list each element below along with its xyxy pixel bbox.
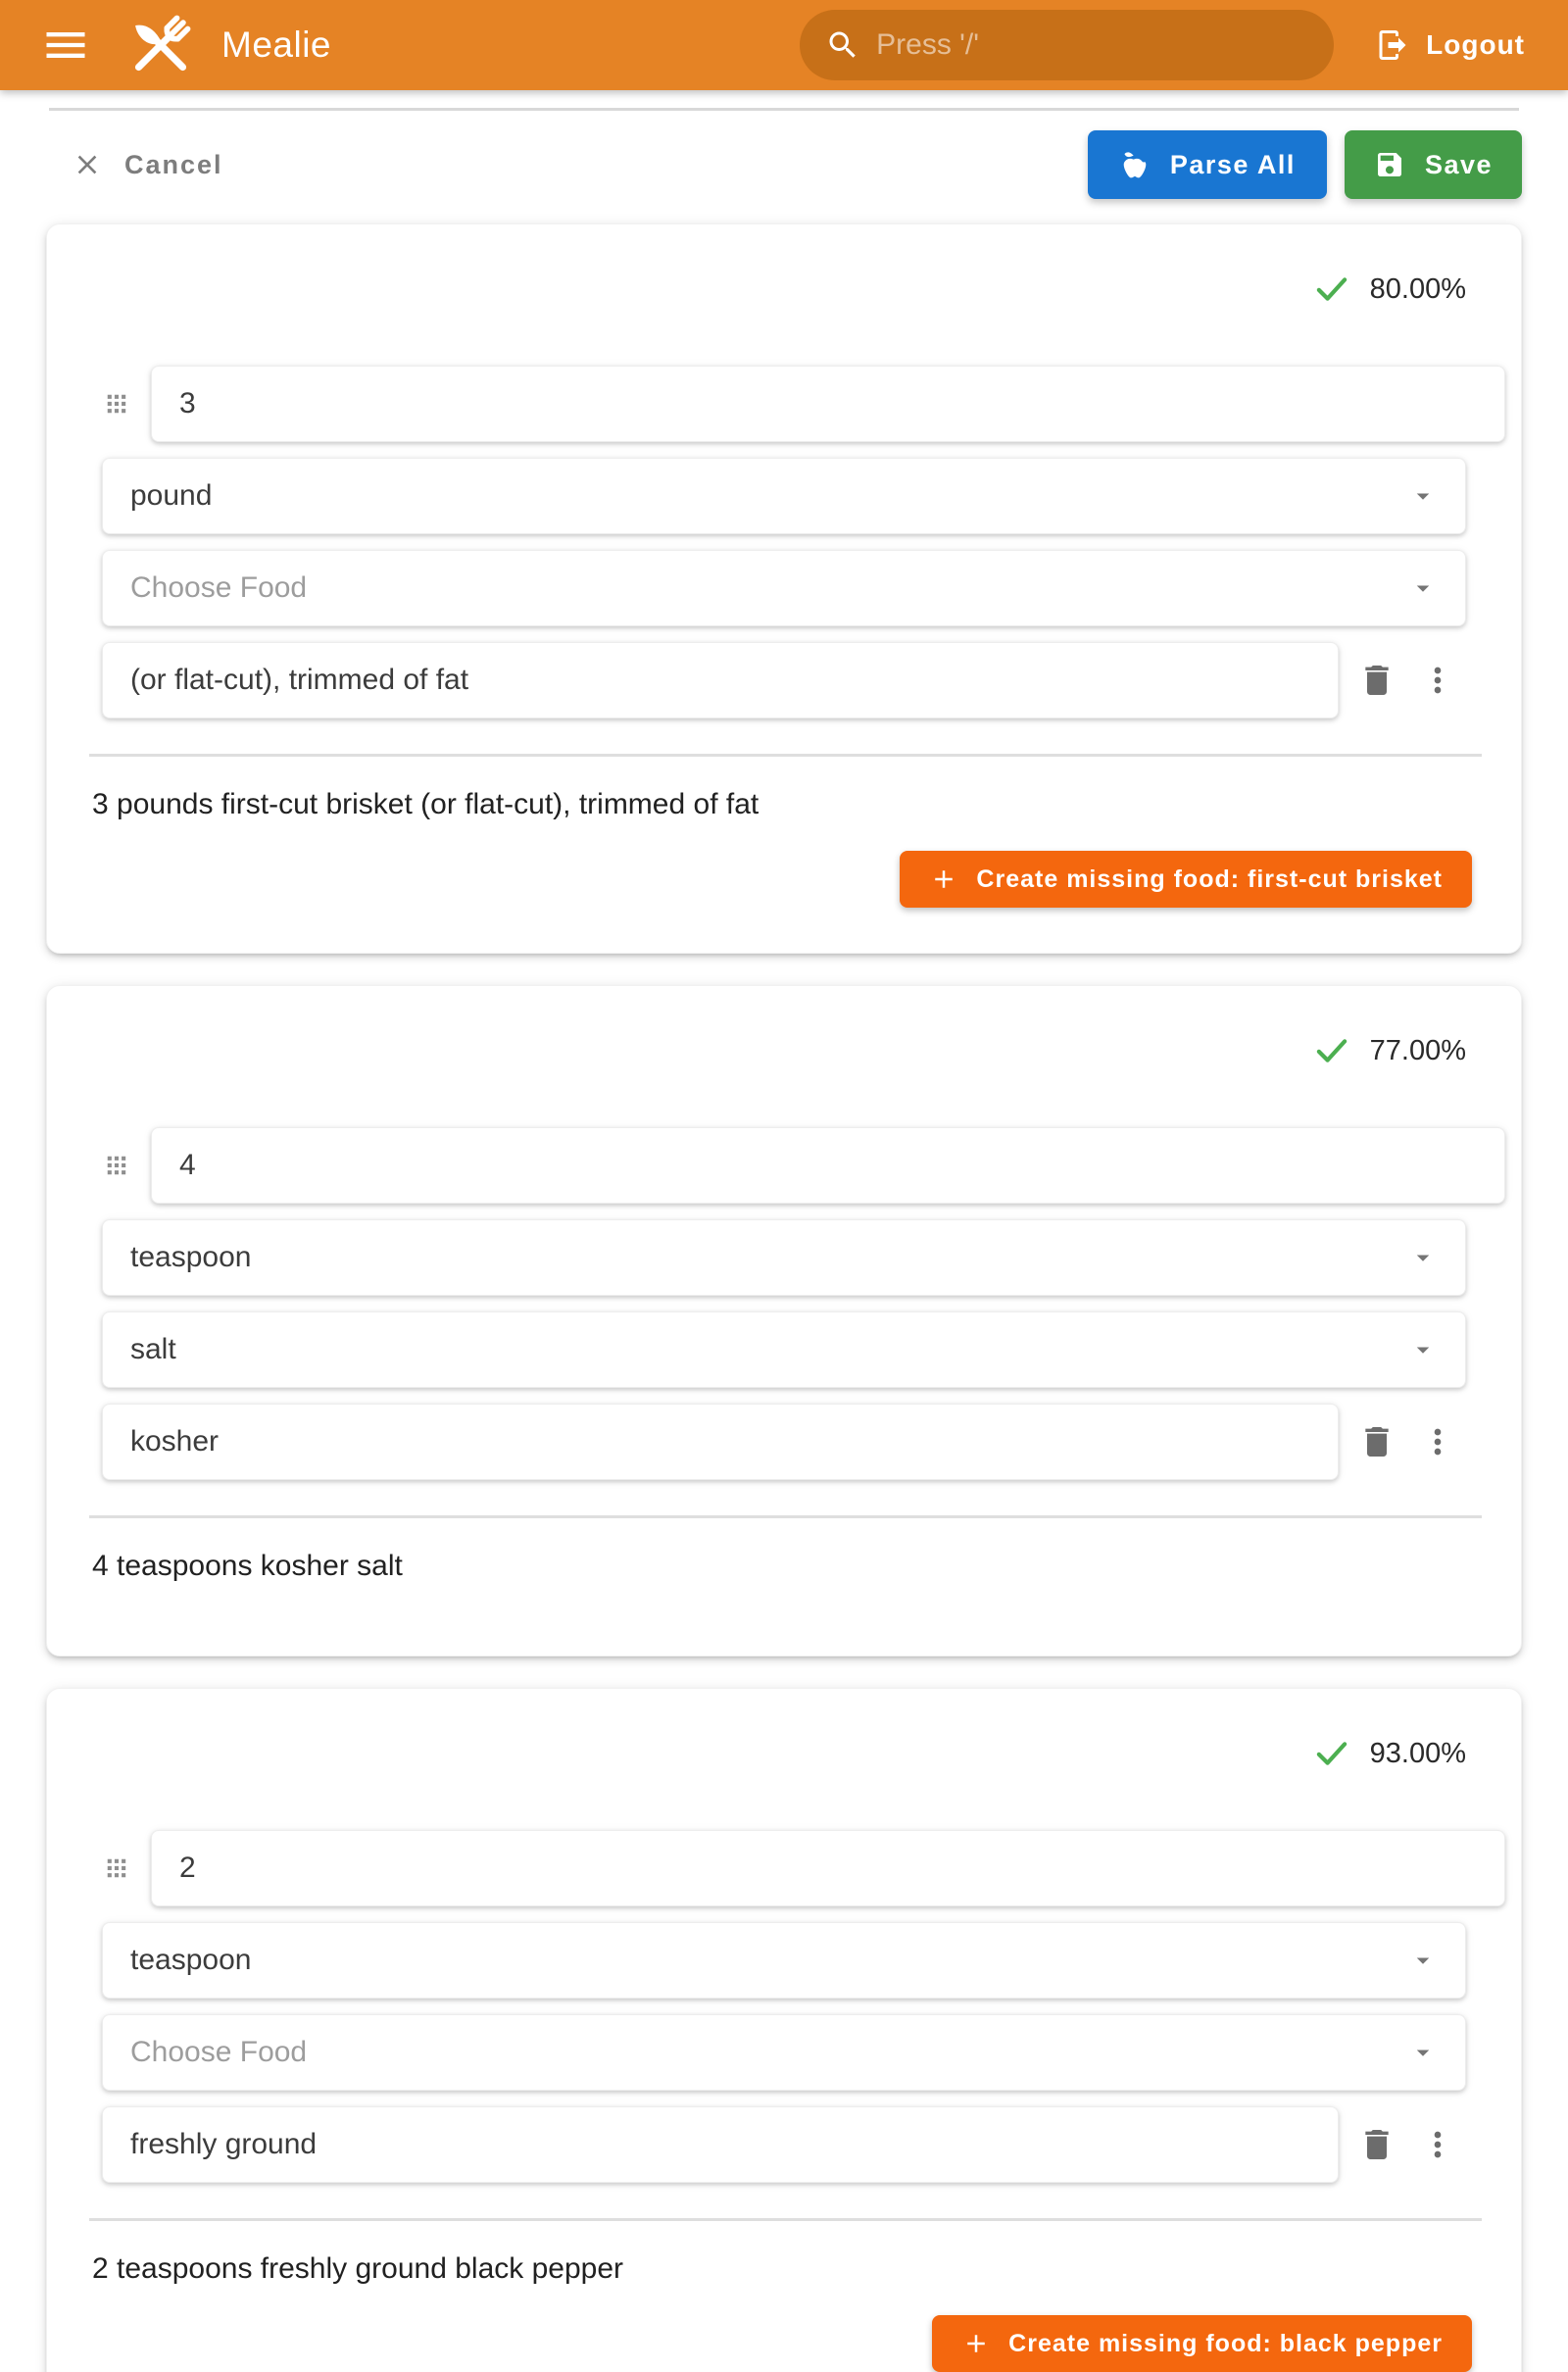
delete-icon [1357, 661, 1396, 700]
check-icon [1311, 1030, 1352, 1071]
confidence-value: 80.00% [1369, 272, 1466, 305]
food-select[interactable] [102, 1311, 1466, 1388]
menu-icon [40, 20, 91, 71]
save-button[interactable] [1345, 130, 1522, 199]
ingredient-parser-page [0, 108, 1568, 2372]
hamburger-menu-button[interactable] [39, 19, 92, 72]
delete-icon [1357, 2125, 1396, 2164]
food-select[interactable] [102, 550, 1466, 626]
mealie-logo-icon [125, 10, 196, 80]
note-row [102, 642, 1466, 718]
quantity-row [102, 366, 1505, 442]
note-input[interactable] [130, 664, 1310, 697]
menu-down-icon [1408, 1243, 1438, 1272]
drag-handle[interactable] [102, 387, 131, 420]
plus-icon [929, 865, 958, 894]
delete-ingredient-button[interactable] [1348, 652, 1405, 709]
unit-row [102, 1922, 1466, 1999]
delete-ingredient-button[interactable] [1348, 2116, 1405, 2173]
note-input[interactable] [130, 1425, 1310, 1458]
drag-handle[interactable] [102, 1852, 131, 1885]
confidence-value: 93.00% [1369, 1737, 1466, 1769]
note-field[interactable] [102, 2106, 1339, 2183]
menu-down-icon [1408, 1946, 1438, 1975]
more-options-button[interactable] [1409, 1413, 1466, 1470]
original-ingredient-text: 2 teaspoons freshly ground black pepper [92, 2252, 624, 2285]
menu-down-icon [1408, 573, 1438, 603]
confidence-value: 77.00% [1369, 1034, 1466, 1066]
confidence-indicator [102, 268, 1466, 311]
food-input[interactable] [130, 2036, 1396, 2069]
food-select[interactable] [102, 2014, 1466, 2091]
cancel-label: Cancel [124, 149, 223, 179]
note-field[interactable] [102, 1404, 1339, 1480]
food-input[interactable] [130, 571, 1396, 605]
cancel-button[interactable] [72, 149, 223, 180]
original-ingredient-text: 4 teaspoons kosher salt [92, 1550, 403, 1582]
create-missing-food-label: Create missing food: first-cut brisket [976, 865, 1443, 893]
note-field[interactable] [102, 642, 1339, 718]
unit-select[interactable] [102, 1922, 1466, 1999]
drag-handle[interactable] [102, 1149, 131, 1182]
quantity-input[interactable] [179, 1149, 1477, 1182]
logout-icon [1375, 27, 1410, 63]
search-input[interactable] [874, 27, 1318, 63]
close-icon [72, 149, 103, 180]
parser-toolbar [46, 130, 1522, 199]
save-label: Save [1424, 149, 1493, 179]
note-row [102, 1404, 1466, 1480]
check-icon [1311, 269, 1352, 310]
quantity-input[interactable] [179, 1852, 1477, 1885]
quantity-field[interactable] [151, 1830, 1505, 1906]
note-row [102, 2106, 1466, 2183]
card-divider [89, 2218, 1482, 2221]
unit-input[interactable] [130, 1241, 1396, 1274]
confidence-indicator [102, 1732, 1466, 1775]
more-options-button[interactable] [1409, 652, 1466, 709]
food-row [102, 2014, 1466, 2091]
card-divider [89, 1515, 1482, 1518]
food-row [102, 1311, 1466, 1388]
dots-vertical-icon [1418, 661, 1457, 700]
food-input[interactable] [130, 1333, 1396, 1366]
food-row [102, 550, 1466, 626]
drag-handle-icon [102, 1149, 131, 1182]
header-divider [49, 108, 1519, 111]
save-icon [1374, 149, 1405, 180]
card-actions [102, 2315, 1472, 2372]
menu-down-icon [1408, 481, 1438, 511]
unit-input[interactable] [130, 1944, 1396, 1977]
quantity-input[interactable] [179, 387, 1477, 420]
ingredient-card-1 [46, 223, 1522, 954]
delete-ingredient-button[interactable] [1348, 1413, 1405, 1470]
dots-vertical-icon [1418, 1422, 1457, 1461]
parse-all-button[interactable] [1088, 130, 1327, 199]
card-actions [102, 851, 1472, 908]
unit-input[interactable] [130, 479, 1396, 513]
confidence-indicator [102, 1029, 1466, 1072]
unit-row [102, 458, 1466, 534]
card-divider [89, 754, 1482, 757]
note-input[interactable] [130, 2128, 1310, 2161]
logout-button[interactable] [1375, 27, 1525, 63]
unit-row [102, 1219, 1466, 1296]
original-ingredient-text: 3 pounds first-cut brisket (or flat-cut), trimmed of fat [92, 788, 760, 820]
quantity-field[interactable] [151, 1127, 1505, 1204]
drag-handle-icon [102, 387, 131, 420]
create-missing-food-button[interactable] [900, 851, 1472, 908]
quantity-field[interactable] [151, 366, 1505, 442]
search-bar[interactable] [800, 10, 1334, 80]
search-icon [825, 27, 860, 63]
parse-all-label: Parse All [1169, 149, 1296, 179]
drag-handle-icon [102, 1852, 131, 1885]
dots-vertical-icon [1418, 2125, 1457, 2164]
create-missing-food-button[interactable] [932, 2315, 1472, 2372]
more-options-button[interactable] [1409, 2116, 1466, 2173]
menu-down-icon [1408, 2038, 1438, 2067]
create-missing-food-label: Create missing food: black pepper [1008, 2329, 1443, 2357]
apple-icon [1119, 149, 1151, 180]
app-header [0, 0, 1568, 90]
ingredient-card-3 [46, 1688, 1522, 2372]
quantity-row [102, 1830, 1505, 1906]
delete-icon [1357, 1422, 1396, 1461]
quantity-row [102, 1127, 1505, 1204]
unit-select[interactable] [102, 1219, 1466, 1296]
menu-down-icon [1408, 1335, 1438, 1364]
logout-label: Logout [1426, 29, 1525, 60]
plus-icon [961, 2329, 991, 2358]
check-icon [1311, 1733, 1352, 1774]
ingredient-card-2 [46, 985, 1522, 1656]
app-title: Mealie [221, 25, 331, 65]
unit-select[interactable] [102, 458, 1466, 534]
